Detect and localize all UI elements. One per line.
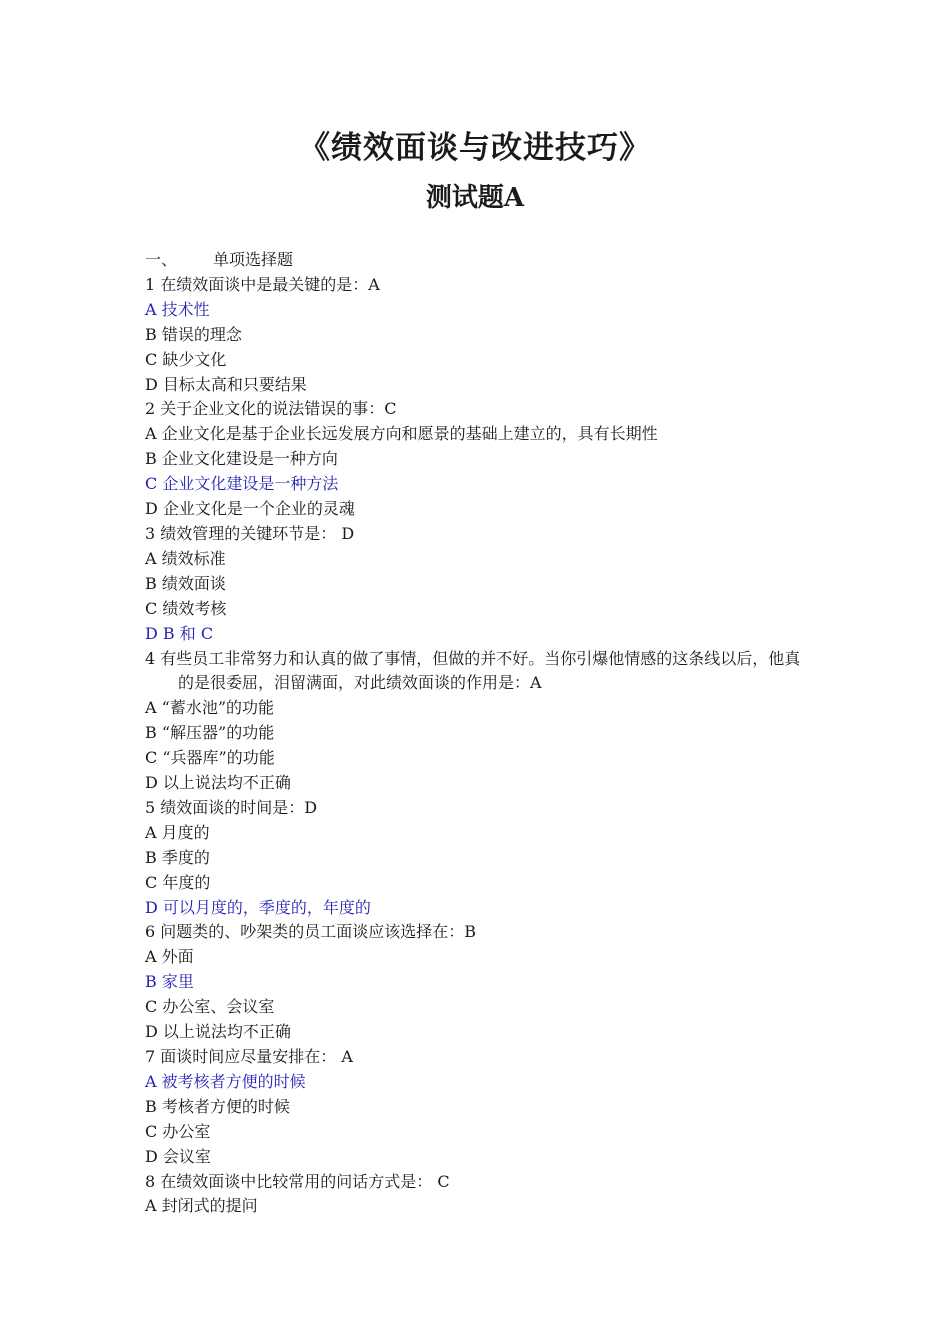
- answer-option: D 以上说法均不正确: [145, 773, 291, 793]
- answer-option: B 企业文化建设是一种方向: [145, 449, 338, 469]
- section-title: 单项选择题: [213, 250, 294, 269]
- answer-option: D 目标太高和只要结果: [145, 374, 307, 394]
- answer-option: B 绩效面谈: [145, 573, 226, 593]
- answer-option: B “解压器”的功能: [145, 723, 275, 743]
- answer-option: D 企业文化是一个企业的灵魂: [145, 499, 355, 519]
- answer-option: A 企业文化是基于企业长远发展方向和愿景的基础上建立的，具有长期性: [145, 424, 658, 444]
- document-subtitle: 测试题A: [425, 183, 525, 213]
- answer-option: C “兵器库”的功能: [145, 748, 275, 768]
- document-body: [145, 248, 815, 1219]
- question-text: 2 关于企业文化的说法错误的事：C: [145, 399, 397, 419]
- question-list: [145, 273, 815, 1219]
- answer-option: A 绩效标准: [145, 548, 226, 568]
- question-text: 5 绩效面谈的时间是：D: [145, 797, 318, 817]
- answer-option-highlighted: D 可以月度的，季度的，年度的: [145, 897, 371, 917]
- answer-option: C 绩效考核: [145, 598, 227, 618]
- answer-option: D 会议室: [145, 1146, 211, 1166]
- answer-option: C 缺少文化: [145, 349, 227, 369]
- answer-option: C 办公室: [145, 1121, 211, 1141]
- question-text: 1 在绩效面谈中是最关键的是：A: [145, 274, 380, 294]
- answer-option: B 考核者方便的时候: [145, 1096, 290, 1116]
- answer-option: B 季度的: [145, 847, 210, 867]
- answer-option-highlighted: C 企业文化建设是一种方法: [145, 474, 339, 494]
- question-text: 6 问题类的、吵架类的员工面谈应该选择在：B: [145, 922, 477, 942]
- section-number: 一、: [145, 250, 178, 269]
- answer-option: A 月度的: [145, 822, 210, 842]
- answer-option-highlighted: D B 和 C: [145, 623, 214, 643]
- question-text: 4 有些员工非常努力和认真的做了事情，但做的并不好。当你引爆他情感的这条线以后，他真的是很委屈，泪留满面，对此绩效面谈的作用是：A: [145, 648, 801, 693]
- answer-option: C 年度的: [145, 872, 211, 892]
- answer-option: A 外面: [145, 947, 194, 967]
- answer-option-highlighted: A 被考核者方便的时候: [145, 1071, 306, 1091]
- section-heading: [145, 248, 815, 273]
- document-title: 《绩效面谈与改进技巧》: [299, 130, 651, 166]
- answer-option: A 封闭式的提问: [145, 1196, 258, 1216]
- answer-option: A “蓄水池”的功能: [145, 698, 275, 718]
- question-text: 7 面谈时间应尽量安排在： A: [145, 1047, 353, 1066]
- answer-option: C 办公室、会议室: [145, 997, 275, 1017]
- answer-option-highlighted: B 家里: [145, 972, 194, 992]
- answer-option: B 错误的理念: [145, 324, 242, 344]
- question-text: 8 在绩效面谈中比较常用的问话方式是： C: [145, 1171, 450, 1191]
- answer-option-highlighted: A 技术性: [145, 299, 210, 319]
- answer-option: D 以上说法均不正确: [145, 1022, 291, 1042]
- question-text: 3 绩效管理的关键环节是： D: [145, 523, 355, 543]
